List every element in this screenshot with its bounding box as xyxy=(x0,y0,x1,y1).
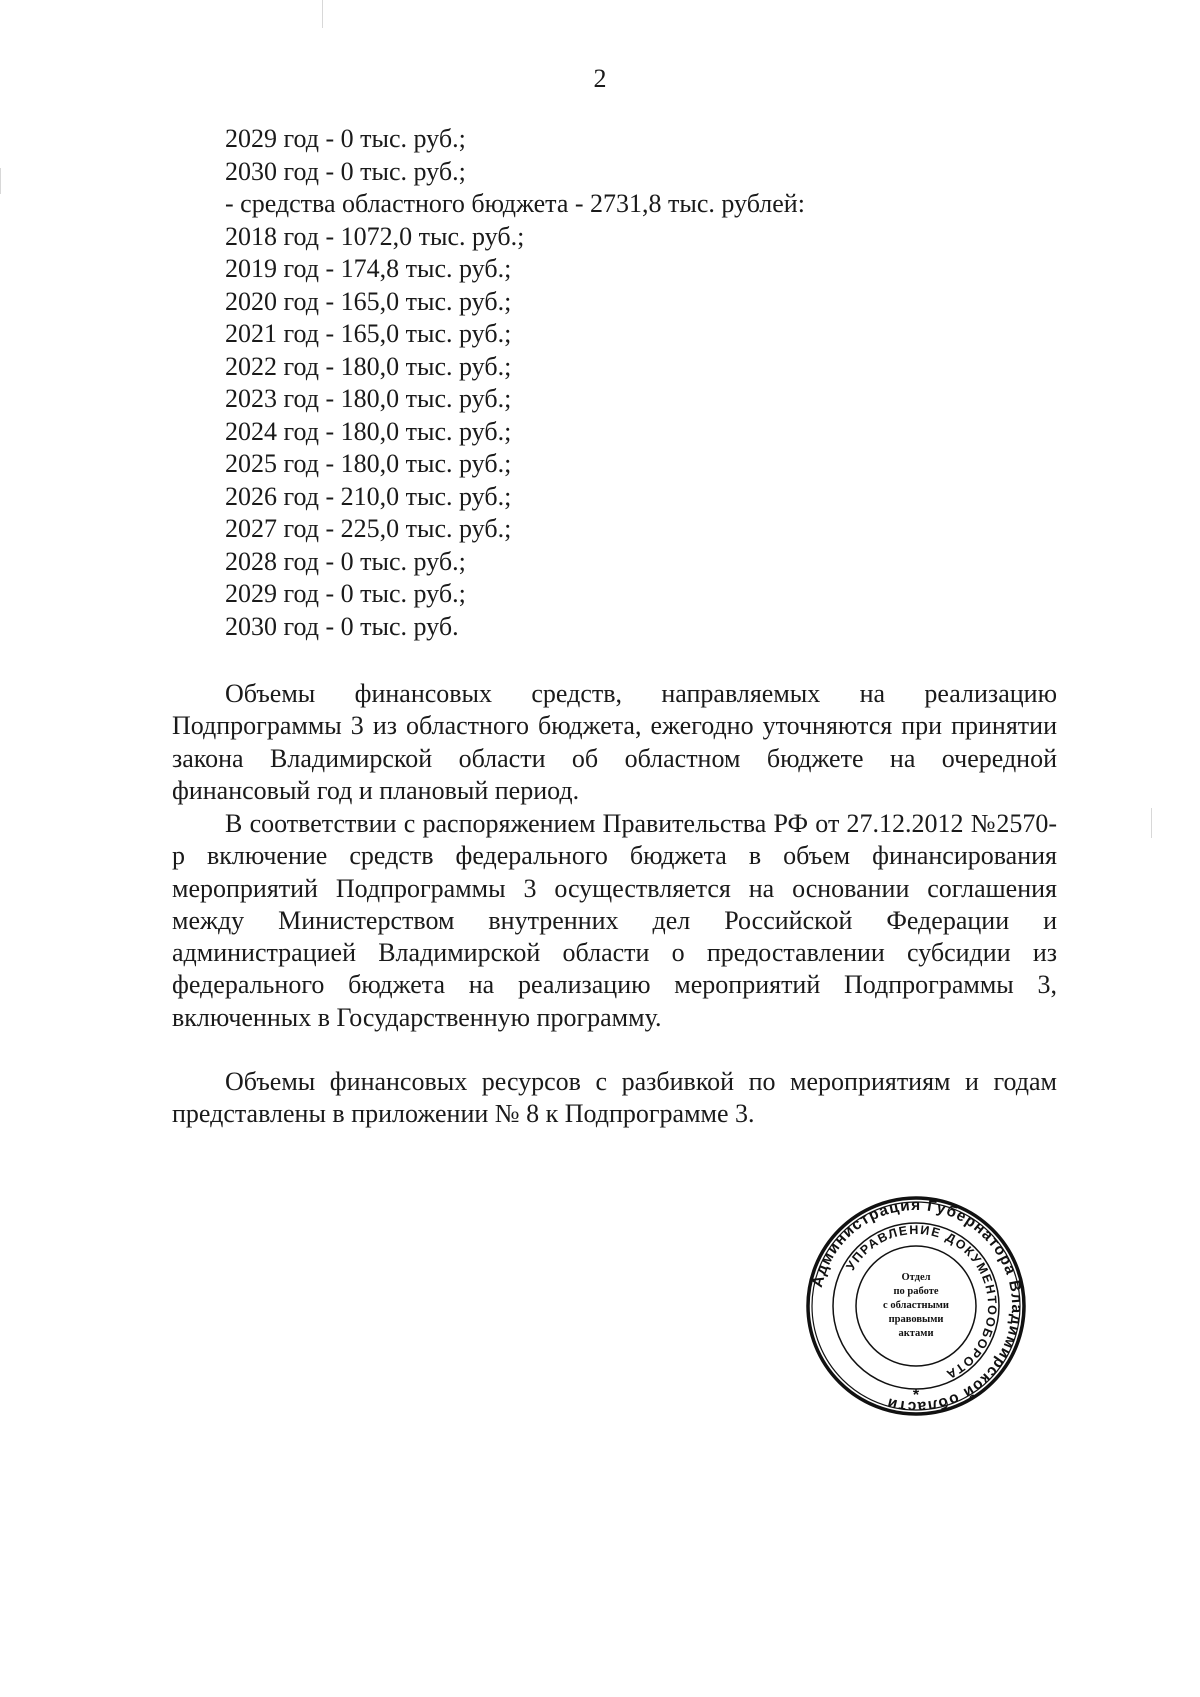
stamp-outer-text: Администрация Губернатора Владимирской области xyxy=(808,1196,1026,1416)
paragraph-appendix-reference: Объемы финансовых ресурсов с разбивкой по мероприятиям и годам представлены в приложении № 8 к Подпрограмме 3. xyxy=(172,1067,1057,1129)
page-number: 2 xyxy=(593,64,607,93)
stamp-center-line: по работе xyxy=(893,1286,939,1297)
funding-line: 2025 год - 180,0 тыс. руб.; xyxy=(225,449,512,478)
funding-line: 2029 год - 0 тыс. руб.; xyxy=(225,124,466,153)
paragraph-budget-volumes: Объемы финансовых средств, направляемых на реализацию Подпрограммы 3 из областного бюджета, ежегодно уточняются при принятии закона Владимирской области об областном бюджете на очередной финансовый год и плановый период. xyxy=(172,679,1057,805)
funding-line: 2028 год - 0 тыс. руб.; xyxy=(225,546,466,576)
funding-line: 2018 год - 1072,0 тыс. руб.; xyxy=(225,221,525,251)
scan-artifact xyxy=(1151,808,1152,838)
scan-artifact xyxy=(322,0,323,28)
funding-line: 2030 год - 0 тыс. руб.; xyxy=(225,156,466,186)
funding-list xyxy=(225,123,1085,643)
funding-line: 2019 год - 174,8 тыс. руб.; xyxy=(225,254,512,283)
funding-line: - средства областного бюджета - 2731,8 тыс. рублей: xyxy=(225,189,805,218)
funding-line: 2026 год - 210,0 тыс. руб.; xyxy=(225,481,512,511)
funding-line: 2024 год - 180,0 тыс. руб.; xyxy=(225,416,512,446)
funding-line: 2027 год - 225,0 тыс. руб.; xyxy=(225,514,512,543)
stamp-center-line: правовыми xyxy=(888,1314,944,1325)
stamp-center-text xyxy=(870,1260,962,1352)
stamp-center-line: с областными xyxy=(883,1300,949,1311)
funding-line: 2030 год - 0 тыс. руб. xyxy=(225,611,459,641)
funding-line: 2021 год - 165,0 тыс. руб.; xyxy=(225,319,512,348)
stamp-star: * xyxy=(912,1387,920,1404)
stamp-center-line: Отдел xyxy=(901,1272,931,1283)
official-stamp xyxy=(805,1195,1027,1417)
funding-line: 2029 год - 0 тыс. руб.; xyxy=(225,579,466,608)
scan-artifact xyxy=(0,168,1,194)
stamp-inner-text: УПРАВЛЕНИЕ ДОКУМЕНТООБОРОТА xyxy=(843,1222,1000,1383)
funding-line: 2020 год - 165,0 тыс. руб.; xyxy=(225,286,512,316)
stamp-center-line: актами xyxy=(898,1328,934,1339)
funding-line: 2022 год - 180,0 тыс. руб.; xyxy=(225,351,512,381)
funding-line: 2023 год - 180,0 тыс. руб.; xyxy=(225,384,512,413)
paragraph-federal-subsidy: В соответствии с распоряжением Правительства РФ от 27.12.2012 №2570-р включение средств федерального бюджета в объем финансирования мероприятий Подпрограммы 3 осуществляется на основании соглашения между Министерством внутренних дел Российской Федерации и администрацией Владимирской области о предоставлении субсидии из федерального бюджета на реализацию мероприятий Подпрограммы 3, включенных в Государственную программу. xyxy=(172,809,1057,1032)
